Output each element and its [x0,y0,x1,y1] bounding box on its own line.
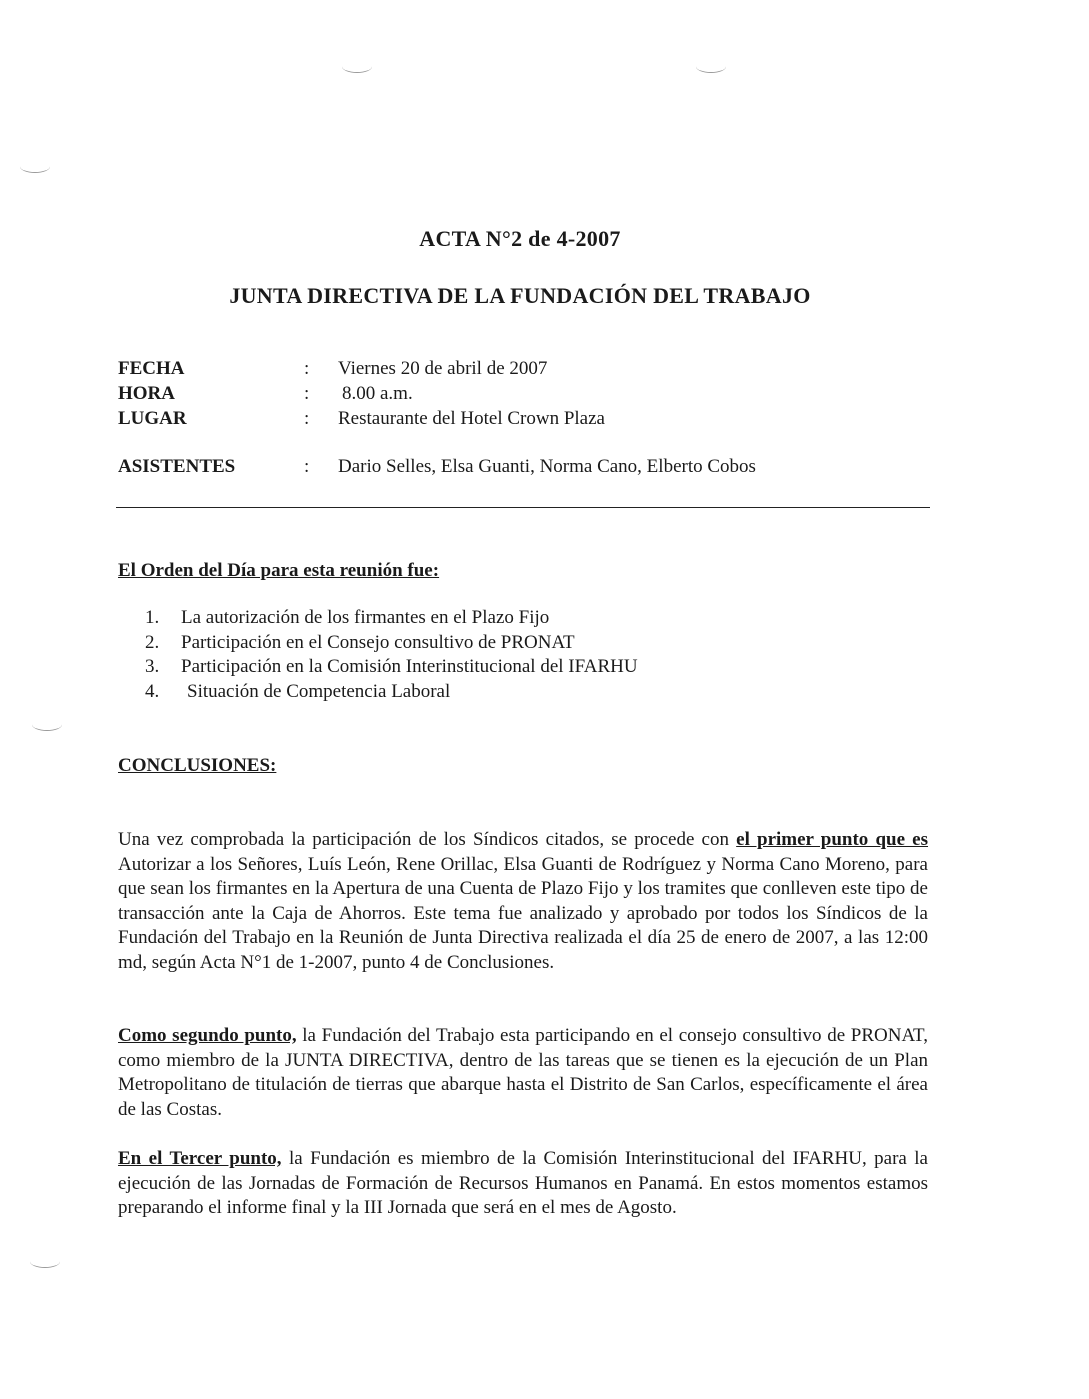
agenda-item-text: Situación de Competencia Laboral [187,680,451,702]
scan-mark [342,60,372,73]
scan-mark [30,1255,60,1268]
paragraph-text: Una vez comprobada la participación de los Síndicos citados, se procede con [118,829,737,850]
scan-mark [696,60,726,73]
paragraph-emphasis: el primer punto que es [736,829,929,850]
scan-mark [20,160,50,173]
agenda-item-text: La autorización de los firmantes en el Plazo Fijo [181,607,550,628]
paragraph-emphasis: En el Tercer punto, [118,1148,282,1169]
conclusion-paragraph-2 [118,1024,928,1122]
info-value: 8.00 a.m. [342,383,413,404]
divider-line [116,507,930,508]
paragraph-text: la Fundación del Trabajo esta participando en el consejo consultivo de PRONAT, como miembro de la JUNTA DIRECTIVA, dentro de las tareas que se tienen es la ejecución de un Plan Metropolitano de titulación de tierras que abarque hasta el Distrito de San Carlos, específicamente el área de las Costas. [118,1025,929,1120]
info-label: FECHA [118,358,185,379]
agenda-item-number: 3. [145,656,160,677]
agenda-item-number: 1. [145,607,160,628]
paragraph-text: Autorizar a los Señores, Luís León, Rene Orillac, Elsa Guanti de Rodríguez y Norma Cano Moreno, para que sean los firmantes en la Apertura de una Cuenta de Plazo Fijo y los tramites que conlleven este tipo de transacción ante la Caja de Ahorros. Este tema fue analizado y aprobado por todos los Síndicos de la Fundación del Trabajo en la Reunión de Junta Directiva realizada el día 25 de enero de 2007, a las 12:00 md, según Acta N°1 de 1-2007, punto 4 de Conclusiones. [118,853,928,973]
info-value: Viernes 20 de abril de 2007 [338,358,548,379]
agenda-item-number: 2. [145,631,160,653]
scan-mark [32,718,62,731]
info-colon: : [304,456,310,477]
info-row-asistentes [118,456,938,480]
agenda-item-text: Participación en la Comisión Interinstitucional del IFARHU [181,656,638,677]
info-value: Dario Selles, Elsa Guanti, Norma Cano, Elberto Cobos [338,456,756,477]
document-title: ACTA N°2 de 4-2007 [419,226,621,251]
info-label: HORA [118,383,175,404]
conclusion-paragraph-1 [118,828,928,975]
info-row-lugar [118,408,938,432]
info-colon: : [304,383,310,404]
paragraph-text: la Fundación es miembro de la Comisión Interinstitucional del IFARHU, para la ejecución de las Jornadas de Formación de Recursos Humanos en Panamá. En estos momentos estamos preparando el informe final y la III Jornada que será en el mes de Agosto. [118,1148,928,1218]
info-label: LUGAR [118,408,187,429]
info-value: Restaurante del Hotel Crown Plaza [338,408,605,429]
conclusion-paragraph-3 [118,1147,928,1221]
agenda-item-text: Participación en el Consejo consultivo de PRONAT [181,631,575,653]
paragraph-emphasis: Como segundo punto, [118,1025,297,1046]
info-label: ASISTENTES [118,456,236,477]
info-row-fecha [118,358,938,382]
agenda-item-number: 4. [145,680,160,702]
conclusions-heading: CONCLUSIONES: [118,755,277,776]
document-subtitle: JUNTA DIRECTIVA DE LA FUNDACIÓN DEL TRABAJO [229,283,811,308]
info-colon: : [304,358,310,379]
agenda-heading: El Orden del Día para esta reunión fue: [118,560,440,581]
info-colon: : [304,408,310,429]
info-row-hora [118,383,938,407]
